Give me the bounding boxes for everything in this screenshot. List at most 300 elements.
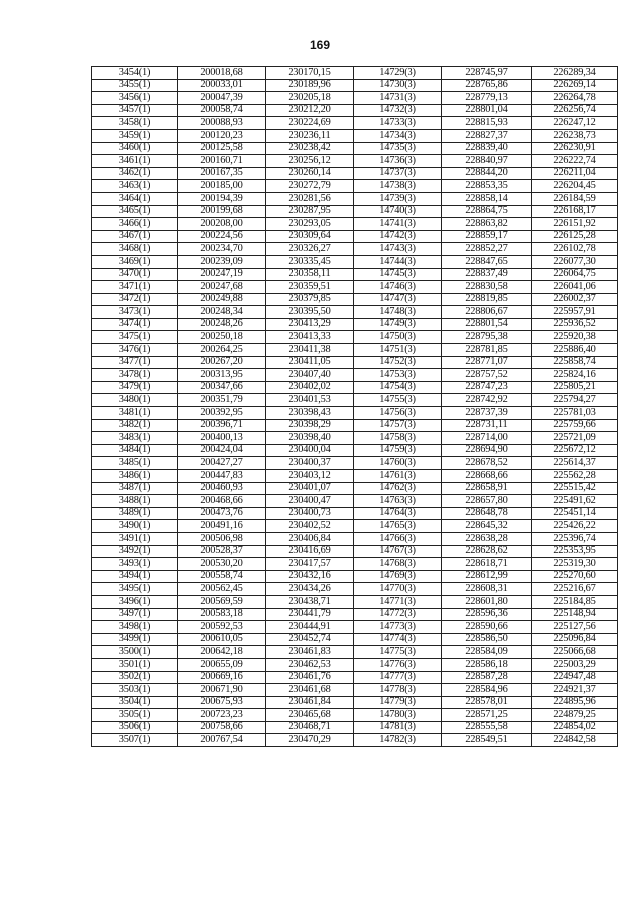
point-id-cell: 14748(3) — [354, 306, 442, 319]
point-id-cell: 14776(3) — [354, 658, 442, 671]
x-coordinate-cell: 200392,95 — [178, 407, 266, 420]
y-coordinate-cell: 230438,71 — [266, 595, 354, 608]
point-id-cell: 14781(3) — [354, 721, 442, 734]
x-coordinate-cell: 200033,01 — [178, 79, 266, 92]
point-id-cell: 14777(3) — [354, 671, 442, 684]
y-coordinate-cell: 230212,20 — [266, 104, 354, 117]
x-coordinate-cell: 200208,00 — [178, 218, 266, 231]
point-id-cell: 3458(1) — [92, 117, 178, 130]
y-coordinate-cell: 230359,51 — [266, 281, 354, 294]
y-coordinate-cell: 225886,40 — [532, 344, 618, 357]
y-coordinate-cell: 230379,85 — [266, 293, 354, 306]
x-coordinate-cell: 228771,07 — [442, 356, 532, 369]
point-id-cell: 14758(3) — [354, 432, 442, 445]
x-coordinate-cell: 200491,16 — [178, 520, 266, 533]
x-coordinate-cell: 228847,65 — [442, 255, 532, 268]
y-coordinate-cell: 230461,83 — [266, 646, 354, 659]
y-coordinate-cell: 225148,94 — [532, 608, 618, 621]
y-coordinate-cell: 226002,37 — [532, 293, 618, 306]
point-id-cell: 14761(3) — [354, 470, 442, 483]
table-row — [92, 318, 618, 331]
table-row — [92, 344, 618, 357]
y-coordinate-cell: 225781,03 — [532, 407, 618, 420]
y-coordinate-cell: 230461,76 — [266, 671, 354, 684]
table-row — [92, 167, 618, 180]
x-coordinate-cell: 200351,79 — [178, 394, 266, 407]
point-id-cell: 14759(3) — [354, 444, 442, 457]
y-coordinate-cell: 225957,91 — [532, 306, 618, 319]
y-coordinate-cell: 224854,02 — [532, 721, 618, 734]
x-coordinate-cell: 200530,20 — [178, 558, 266, 571]
x-coordinate-cell: 228801,54 — [442, 318, 532, 331]
x-coordinate-cell: 228645,32 — [442, 520, 532, 533]
x-coordinate-cell: 228863,82 — [442, 218, 532, 231]
table-row — [92, 306, 618, 319]
point-id-cell: 14751(3) — [354, 344, 442, 357]
table-row — [92, 684, 618, 697]
point-id-cell: 3492(1) — [92, 545, 178, 558]
x-coordinate-cell: 228795,38 — [442, 331, 532, 344]
x-coordinate-cell: 228852,27 — [442, 243, 532, 256]
y-coordinate-cell: 225672,12 — [532, 444, 618, 457]
point-id-cell: 14741(3) — [354, 218, 442, 231]
point-id-cell: 3457(1) — [92, 104, 178, 117]
x-coordinate-cell: 228837,49 — [442, 268, 532, 281]
y-coordinate-cell: 226269,14 — [532, 79, 618, 92]
x-coordinate-cell: 200655,09 — [178, 658, 266, 671]
y-coordinate-cell: 230260,14 — [266, 167, 354, 180]
x-coordinate-cell: 228694,90 — [442, 444, 532, 457]
y-coordinate-cell: 226222,74 — [532, 155, 618, 168]
point-id-cell: 3456(1) — [92, 92, 178, 105]
y-coordinate-cell: 224921,37 — [532, 684, 618, 697]
point-id-cell: 3502(1) — [92, 671, 178, 684]
point-id-cell: 3464(1) — [92, 192, 178, 205]
y-coordinate-cell: 230441,79 — [266, 608, 354, 621]
y-coordinate-cell: 230411,38 — [266, 344, 354, 357]
y-coordinate-cell: 226264,78 — [532, 92, 618, 105]
point-id-cell: 3486(1) — [92, 470, 178, 483]
table-row — [92, 520, 618, 533]
x-coordinate-cell: 228815,93 — [442, 117, 532, 130]
table-row — [92, 671, 618, 684]
x-coordinate-cell: 228657,80 — [442, 495, 532, 508]
x-coordinate-cell: 228779,13 — [442, 92, 532, 105]
table-row — [92, 67, 618, 80]
x-coordinate-cell: 200642,18 — [178, 646, 266, 659]
point-id-cell: 14765(3) — [354, 520, 442, 533]
point-id-cell: 3503(1) — [92, 684, 178, 697]
y-coordinate-cell: 230205,18 — [266, 92, 354, 105]
x-coordinate-cell: 228549,51 — [442, 734, 532, 747]
x-coordinate-cell: 200592,53 — [178, 621, 266, 634]
point-id-cell: 14735(3) — [354, 142, 442, 155]
x-coordinate-cell: 200058,74 — [178, 104, 266, 117]
x-coordinate-cell: 228648,78 — [442, 507, 532, 520]
y-coordinate-cell: 230309,64 — [266, 230, 354, 243]
y-coordinate-cell: 224842,58 — [532, 734, 618, 747]
y-coordinate-cell: 230400,73 — [266, 507, 354, 520]
y-coordinate-cell: 225936,52 — [532, 318, 618, 331]
x-coordinate-cell: 200047,39 — [178, 92, 266, 105]
y-coordinate-cell: 225515,42 — [532, 482, 618, 495]
x-coordinate-cell: 200723,23 — [178, 709, 266, 722]
y-coordinate-cell: 230400,47 — [266, 495, 354, 508]
table-row — [92, 255, 618, 268]
point-id-cell: 3472(1) — [92, 293, 178, 306]
x-coordinate-cell: 200249,88 — [178, 293, 266, 306]
x-coordinate-cell: 228781,85 — [442, 344, 532, 357]
point-id-cell: 14775(3) — [354, 646, 442, 659]
point-id-cell: 3471(1) — [92, 281, 178, 294]
table-row — [92, 658, 618, 671]
x-coordinate-cell: 228601,80 — [442, 595, 532, 608]
y-coordinate-cell: 230434,26 — [266, 583, 354, 596]
x-coordinate-cell: 200247,19 — [178, 268, 266, 281]
x-coordinate-cell: 200239,09 — [178, 255, 266, 268]
y-coordinate-cell: 230293,05 — [266, 218, 354, 231]
x-coordinate-cell: 228586,50 — [442, 633, 532, 646]
y-coordinate-cell: 230256,12 — [266, 155, 354, 168]
x-coordinate-cell: 228587,28 — [442, 671, 532, 684]
point-id-cell: 3459(1) — [92, 129, 178, 142]
point-id-cell: 14770(3) — [354, 583, 442, 596]
point-id-cell: 14772(3) — [354, 608, 442, 621]
point-id-cell: 3480(1) — [92, 394, 178, 407]
y-coordinate-cell: 225562,28 — [532, 470, 618, 483]
x-coordinate-cell: 228737,39 — [442, 407, 532, 420]
point-id-cell: 14739(3) — [354, 192, 442, 205]
point-id-cell: 14750(3) — [354, 331, 442, 344]
y-coordinate-cell: 226077,30 — [532, 255, 618, 268]
x-coordinate-cell: 228714,00 — [442, 432, 532, 445]
y-coordinate-cell: 225824,16 — [532, 369, 618, 382]
point-id-cell: 3468(1) — [92, 243, 178, 256]
point-id-cell: 3500(1) — [92, 646, 178, 659]
x-coordinate-cell: 228830,58 — [442, 281, 532, 294]
y-coordinate-cell: 226204,45 — [532, 180, 618, 193]
x-coordinate-cell: 228765,86 — [442, 79, 532, 92]
y-coordinate-cell: 225920,38 — [532, 331, 618, 344]
y-coordinate-cell: 225003,29 — [532, 658, 618, 671]
point-id-cell: 3478(1) — [92, 369, 178, 382]
table-row — [92, 79, 618, 92]
table-row — [92, 192, 618, 205]
y-coordinate-cell: 230465,68 — [266, 709, 354, 722]
x-coordinate-cell: 200250,18 — [178, 331, 266, 344]
table-row — [92, 583, 618, 596]
x-coordinate-cell: 200313,95 — [178, 369, 266, 382]
x-coordinate-cell: 200088,93 — [178, 117, 266, 130]
x-coordinate-cell: 228745,97 — [442, 67, 532, 80]
point-id-cell: 14768(3) — [354, 558, 442, 571]
point-id-cell: 14769(3) — [354, 570, 442, 583]
table-row — [92, 633, 618, 646]
x-coordinate-cell: 228584,96 — [442, 684, 532, 697]
y-coordinate-cell: 230452,74 — [266, 633, 354, 646]
point-id-cell: 14778(3) — [354, 684, 442, 697]
x-coordinate-cell: 200347,66 — [178, 381, 266, 394]
x-coordinate-cell: 200248,34 — [178, 306, 266, 319]
y-coordinate-cell: 226102,78 — [532, 243, 618, 256]
point-id-cell: 3490(1) — [92, 520, 178, 533]
x-coordinate-cell: 200473,76 — [178, 507, 266, 520]
x-coordinate-cell: 228668,66 — [442, 470, 532, 483]
y-coordinate-cell: 225614,37 — [532, 457, 618, 470]
table-row — [92, 129, 618, 142]
x-coordinate-cell: 200447,83 — [178, 470, 266, 483]
x-coordinate-cell: 228678,52 — [442, 457, 532, 470]
x-coordinate-cell: 228658,91 — [442, 482, 532, 495]
point-id-cell: 3494(1) — [92, 570, 178, 583]
point-id-cell: 14744(3) — [354, 255, 442, 268]
y-coordinate-cell: 225858,74 — [532, 356, 618, 369]
x-coordinate-cell: 200125,58 — [178, 142, 266, 155]
x-coordinate-cell: 228827,37 — [442, 129, 532, 142]
x-coordinate-cell: 200569,59 — [178, 595, 266, 608]
y-coordinate-cell: 230395,50 — [266, 306, 354, 319]
y-coordinate-cell: 226125,28 — [532, 230, 618, 243]
point-id-cell: 3466(1) — [92, 218, 178, 231]
x-coordinate-cell: 228638,28 — [442, 532, 532, 545]
table-row — [92, 646, 618, 659]
y-coordinate-cell: 230398,29 — [266, 419, 354, 432]
x-coordinate-cell: 228590,66 — [442, 621, 532, 634]
table-row — [92, 495, 618, 508]
y-coordinate-cell: 230400,37 — [266, 457, 354, 470]
x-coordinate-cell: 228853,35 — [442, 180, 532, 193]
point-id-cell: 14773(3) — [354, 621, 442, 634]
x-coordinate-cell: 228757,52 — [442, 369, 532, 382]
point-id-cell: 14752(3) — [354, 356, 442, 369]
x-coordinate-cell: 200267,20 — [178, 356, 266, 369]
y-coordinate-cell: 230170,15 — [266, 67, 354, 80]
y-coordinate-cell: 224947,48 — [532, 671, 618, 684]
x-coordinate-cell: 200194,39 — [178, 192, 266, 205]
point-id-cell: 3498(1) — [92, 621, 178, 634]
x-coordinate-cell: 200506,98 — [178, 532, 266, 545]
table-row — [92, 721, 618, 734]
point-id-cell: 3482(1) — [92, 419, 178, 432]
point-id-cell: 3497(1) — [92, 608, 178, 621]
y-coordinate-cell: 225396,74 — [532, 532, 618, 545]
y-coordinate-cell: 225759,66 — [532, 419, 618, 432]
y-coordinate-cell: 226184,59 — [532, 192, 618, 205]
y-coordinate-cell: 230224,69 — [266, 117, 354, 130]
x-coordinate-cell: 228742,92 — [442, 394, 532, 407]
table-row — [92, 621, 618, 634]
y-coordinate-cell: 226238,73 — [532, 129, 618, 142]
table-row — [92, 482, 618, 495]
point-id-cell: 3484(1) — [92, 444, 178, 457]
point-id-cell: 14747(3) — [354, 293, 442, 306]
x-coordinate-cell: 228819,85 — [442, 293, 532, 306]
table-row — [92, 407, 618, 420]
point-id-cell: 3496(1) — [92, 595, 178, 608]
table-row — [92, 142, 618, 155]
y-coordinate-cell: 230358,11 — [266, 268, 354, 281]
point-id-cell: 14734(3) — [354, 129, 442, 142]
table-row — [92, 356, 618, 369]
y-coordinate-cell: 230462,53 — [266, 658, 354, 671]
point-id-cell: 3473(1) — [92, 306, 178, 319]
x-coordinate-cell: 200120,23 — [178, 129, 266, 142]
y-coordinate-cell: 225805,21 — [532, 381, 618, 394]
y-coordinate-cell: 226064,75 — [532, 268, 618, 281]
point-id-cell: 14760(3) — [354, 457, 442, 470]
y-coordinate-cell: 230411,05 — [266, 356, 354, 369]
table-row — [92, 394, 618, 407]
x-coordinate-cell: 228806,67 — [442, 306, 532, 319]
x-coordinate-cell: 200669,16 — [178, 671, 266, 684]
table-row — [92, 432, 618, 445]
y-coordinate-cell: 230402,52 — [266, 520, 354, 533]
table-row — [92, 507, 618, 520]
y-coordinate-cell: 225794,27 — [532, 394, 618, 407]
y-coordinate-cell: 225319,30 — [532, 558, 618, 571]
x-coordinate-cell: 200562,45 — [178, 583, 266, 596]
point-id-cell: 14780(3) — [354, 709, 442, 722]
x-coordinate-cell: 228571,25 — [442, 709, 532, 722]
table-row — [92, 696, 618, 709]
y-coordinate-cell: 230401,07 — [266, 482, 354, 495]
point-id-cell: 14755(3) — [354, 394, 442, 407]
table-row — [92, 470, 618, 483]
point-id-cell: 3493(1) — [92, 558, 178, 571]
point-id-cell: 3455(1) — [92, 79, 178, 92]
point-id-cell: 14764(3) — [354, 507, 442, 520]
x-coordinate-cell: 200460,93 — [178, 482, 266, 495]
y-coordinate-cell: 230281,56 — [266, 192, 354, 205]
x-coordinate-cell: 200583,18 — [178, 608, 266, 621]
point-id-cell: 3477(1) — [92, 356, 178, 369]
point-id-cell: 14763(3) — [354, 495, 442, 508]
x-coordinate-cell: 200185,00 — [178, 180, 266, 193]
table-row — [92, 230, 618, 243]
point-id-cell: 14756(3) — [354, 407, 442, 420]
y-coordinate-cell: 225353,95 — [532, 545, 618, 558]
x-coordinate-cell: 200247,68 — [178, 281, 266, 294]
y-coordinate-cell: 226211,04 — [532, 167, 618, 180]
x-coordinate-cell: 200671,90 — [178, 684, 266, 697]
y-coordinate-cell: 230413,33 — [266, 331, 354, 344]
y-coordinate-cell: 225184,85 — [532, 595, 618, 608]
point-id-cell: 14774(3) — [354, 633, 442, 646]
x-coordinate-cell: 200224,56 — [178, 230, 266, 243]
y-coordinate-cell: 230470,29 — [266, 734, 354, 747]
point-id-cell: 3461(1) — [92, 155, 178, 168]
table-row — [92, 218, 618, 231]
x-coordinate-cell: 228747,23 — [442, 381, 532, 394]
point-id-cell: 14732(3) — [354, 104, 442, 117]
y-coordinate-cell: 230401,53 — [266, 394, 354, 407]
y-coordinate-cell: 225127,56 — [532, 621, 618, 634]
point-id-cell: 3505(1) — [92, 709, 178, 722]
x-coordinate-cell: 200558,74 — [178, 570, 266, 583]
x-coordinate-cell: 200018,68 — [178, 67, 266, 80]
x-coordinate-cell: 228584,09 — [442, 646, 532, 659]
x-coordinate-cell: 200528,37 — [178, 545, 266, 558]
point-id-cell: 14737(3) — [354, 167, 442, 180]
point-id-cell: 3487(1) — [92, 482, 178, 495]
point-id-cell: 3470(1) — [92, 268, 178, 281]
x-coordinate-cell: 228859,17 — [442, 230, 532, 243]
point-id-cell: 3463(1) — [92, 180, 178, 193]
point-id-cell: 3495(1) — [92, 583, 178, 596]
table-row — [92, 104, 618, 117]
y-coordinate-cell: 226151,92 — [532, 218, 618, 231]
point-id-cell: 3489(1) — [92, 507, 178, 520]
x-coordinate-cell: 200396,71 — [178, 419, 266, 432]
x-coordinate-cell: 228801,04 — [442, 104, 532, 117]
y-coordinate-cell: 225216,67 — [532, 583, 618, 596]
point-id-cell: 3491(1) — [92, 532, 178, 545]
x-coordinate-cell: 200234,70 — [178, 243, 266, 256]
y-coordinate-cell: 230461,68 — [266, 684, 354, 697]
table-row — [92, 180, 618, 193]
table-row — [92, 608, 618, 621]
coordinates-table — [91, 66, 618, 747]
point-id-cell: 14730(3) — [354, 79, 442, 92]
y-coordinate-cell: 230403,12 — [266, 470, 354, 483]
x-coordinate-cell: 200427,27 — [178, 457, 266, 470]
page-number: 169 — [309, 38, 331, 52]
y-coordinate-cell: 230326,27 — [266, 243, 354, 256]
point-id-cell: 3476(1) — [92, 344, 178, 357]
table-row — [92, 532, 618, 545]
point-id-cell: 3479(1) — [92, 381, 178, 394]
point-id-cell: 3507(1) — [92, 734, 178, 747]
point-id-cell: 14736(3) — [354, 155, 442, 168]
x-coordinate-cell: 228844,20 — [442, 167, 532, 180]
table-row — [92, 331, 618, 344]
y-coordinate-cell: 230400,04 — [266, 444, 354, 457]
y-coordinate-cell: 230417,57 — [266, 558, 354, 571]
y-coordinate-cell: 230272,79 — [266, 180, 354, 193]
table-row — [92, 243, 618, 256]
y-coordinate-cell: 225451,14 — [532, 507, 618, 520]
point-id-cell: 14757(3) — [354, 419, 442, 432]
point-id-cell: 14740(3) — [354, 205, 442, 218]
x-coordinate-cell: 228608,31 — [442, 583, 532, 596]
y-coordinate-cell: 230416,69 — [266, 545, 354, 558]
point-id-cell: 14771(3) — [354, 595, 442, 608]
point-id-cell: 3481(1) — [92, 407, 178, 420]
point-id-cell: 14762(3) — [354, 482, 442, 495]
y-coordinate-cell: 225096,84 — [532, 633, 618, 646]
point-id-cell: 3474(1) — [92, 318, 178, 331]
x-coordinate-cell: 228839,40 — [442, 142, 532, 155]
x-coordinate-cell: 228858,14 — [442, 192, 532, 205]
x-coordinate-cell: 200675,93 — [178, 696, 266, 709]
table-row — [92, 734, 618, 747]
x-coordinate-cell: 200400,13 — [178, 432, 266, 445]
point-id-cell: 14749(3) — [354, 318, 442, 331]
x-coordinate-cell: 200468,66 — [178, 495, 266, 508]
y-coordinate-cell: 230238,42 — [266, 142, 354, 155]
x-coordinate-cell: 200610,05 — [178, 633, 266, 646]
point-id-cell: 14782(3) — [354, 734, 442, 747]
x-coordinate-cell: 228596,36 — [442, 608, 532, 621]
y-coordinate-cell: 230402,02 — [266, 381, 354, 394]
point-id-cell: 3501(1) — [92, 658, 178, 671]
point-id-cell: 3465(1) — [92, 205, 178, 218]
point-id-cell: 14743(3) — [354, 243, 442, 256]
y-coordinate-cell: 225491,62 — [532, 495, 618, 508]
table-row — [92, 558, 618, 571]
point-id-cell: 3469(1) — [92, 255, 178, 268]
y-coordinate-cell: 230468,71 — [266, 721, 354, 734]
